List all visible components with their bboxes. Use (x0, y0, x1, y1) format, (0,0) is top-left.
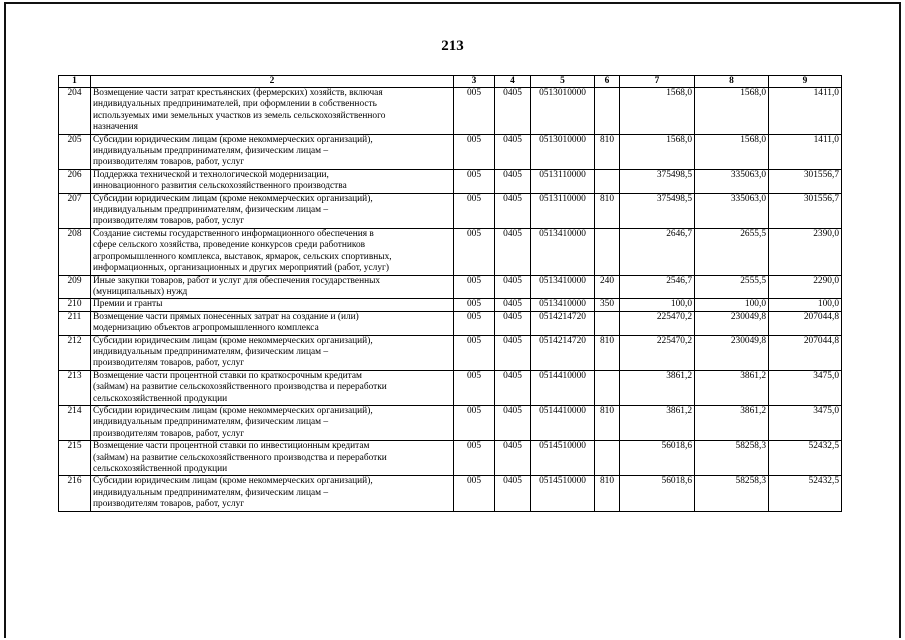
description-line: агропромышленного комплекса, выставок, ярмарок, сельских спортивных, (93, 251, 392, 262)
ministry-code: 005 (454, 275, 495, 299)
header-cell: 9 (769, 76, 842, 88)
expense-type-code (595, 169, 620, 193)
description-line: индивидуальным предпринимателям, физическим лицам – (93, 346, 329, 357)
row-number: 214 (59, 405, 91, 440)
description-line: Субсидии юридическим лицам (кроме некоммерческих организаций), (93, 134, 373, 145)
row-number: 207 (59, 193, 91, 228)
target-article-code: 0513010000 (531, 88, 595, 135)
description-line: индивидуальным предпринимателям, физическим лицам – (93, 205, 329, 216)
description-line: Премии и гранты (93, 299, 163, 310)
row-number: 211 (59, 311, 91, 335)
expense-type-code (595, 88, 620, 135)
table-row (59, 169, 842, 193)
amount-col8: 58258,3 (695, 476, 769, 511)
amount-col7: 56018,6 (620, 476, 695, 511)
amount-col8: 230049,8 (695, 311, 769, 335)
description-line: сельскохозяйственной продукции (93, 393, 228, 404)
target-article-code: 0514510000 (531, 476, 595, 511)
description-line: Поддержка технической и технологической модернизации, (93, 169, 329, 180)
description-line: Создание системы государственного информационного обеспечения в (93, 228, 374, 239)
section-code: 0405 (495, 370, 531, 405)
table-row (59, 193, 842, 228)
description-line: Возмещение части затрат крестьянских (фермерских) хозяйств, включая (93, 88, 383, 98)
target-article-code: 0513410000 (531, 299, 595, 311)
page-number: 213 (441, 38, 464, 54)
amount-col8: 335063,0 (695, 169, 769, 193)
row-description (91, 275, 454, 299)
row-description (91, 441, 454, 476)
amount-col8: 3861,2 (695, 405, 769, 440)
row-description (91, 299, 454, 311)
target-article-code: 0514410000 (531, 370, 595, 405)
description-line: (займам) на развитие сельскохозяйственного производства и переработки (93, 452, 387, 463)
expense-type-code: 810 (595, 335, 620, 370)
description-line: инновационного развития сельскохозяйственного производства (93, 181, 347, 192)
description-line: Иные закупки товаров, работ и услуг для обеспечения государственных (93, 275, 381, 286)
target-article-code: 0513410000 (531, 275, 595, 299)
expense-type-code: 810 (595, 405, 620, 440)
expense-type-code: 240 (595, 275, 620, 299)
amount-col7: 225470,2 (620, 335, 695, 370)
amount-col9: 2390,0 (769, 228, 842, 275)
ministry-code: 005 (454, 88, 495, 135)
amount-col9: 3475,0 (769, 405, 842, 440)
budget-table (58, 75, 842, 512)
section-code: 0405 (495, 169, 531, 193)
ministry-code: 005 (454, 169, 495, 193)
section-code: 0405 (495, 441, 531, 476)
amount-col9: 301556,7 (769, 169, 842, 193)
description-line: Субсидии юридическим лицам (кроме некоммерческих организаций), (93, 193, 373, 204)
ministry-code: 005 (454, 441, 495, 476)
amount-col7: 375498,5 (620, 169, 695, 193)
target-article-code: 0514214720 (531, 335, 595, 370)
amount-col7: 225470,2 (620, 311, 695, 335)
amount-col9: 1411,0 (769, 88, 842, 135)
section-code: 0405 (495, 134, 531, 169)
target-article-code: 0514410000 (531, 405, 595, 440)
description-line: (муниципальных) нужд (93, 286, 188, 297)
row-description (91, 193, 454, 228)
amount-col9: 207044,8 (769, 311, 842, 335)
row-description (91, 88, 454, 135)
description-line: информационных, организационных и других мероприятий (работ, услуг) (93, 263, 389, 274)
section-code: 0405 (495, 335, 531, 370)
row-description (91, 405, 454, 440)
amount-col9: 1411,0 (769, 134, 842, 169)
target-article-code: 0513110000 (531, 193, 595, 228)
description-line: (займам) на развитие сельскохозяйственного производства и переработки (93, 382, 387, 393)
row-number: 215 (59, 441, 91, 476)
section-code: 0405 (495, 193, 531, 228)
section-code: 0405 (495, 311, 531, 335)
expense-type-code (595, 441, 620, 476)
ministry-code: 005 (454, 311, 495, 335)
amount-col8: 1568,0 (695, 88, 769, 135)
row-number: 208 (59, 228, 91, 275)
amount-col7: 100,0 (620, 299, 695, 311)
amount-col8: 3861,2 (695, 370, 769, 405)
row-description (91, 311, 454, 335)
description-line: Субсидии юридическим лицам (кроме некоммерческих организаций), (93, 335, 373, 346)
row-description (91, 476, 454, 511)
amount-col8: 1568,0 (695, 134, 769, 169)
row-description (91, 370, 454, 405)
header-cell: 4 (495, 76, 531, 88)
table-row (59, 311, 842, 335)
description-line: Субсидии юридическим лицам (кроме некоммерческих организаций), (93, 405, 373, 416)
table-row (59, 299, 842, 311)
amount-col9: 2290,0 (769, 275, 842, 299)
amount-col9: 100,0 (769, 299, 842, 311)
section-code: 0405 (495, 405, 531, 440)
description-line: Возмещение части прямых понесенных затрат на создание и (или) (93, 311, 359, 322)
row-number: 216 (59, 476, 91, 511)
expense-type-code: 350 (595, 299, 620, 311)
description-line: Возмещение части процентной ставки по инвестиционным кредитам (93, 441, 370, 452)
section-code: 0405 (495, 476, 531, 511)
target-article-code: 0513010000 (531, 134, 595, 169)
row-description (91, 335, 454, 370)
amount-col8: 230049,8 (695, 335, 769, 370)
description-line: производителям товаров, работ, услуг (93, 157, 245, 168)
expense-type-code: 810 (595, 476, 620, 511)
table-row (59, 441, 842, 476)
header-row (59, 76, 842, 88)
ministry-code: 005 (454, 228, 495, 275)
row-description (91, 228, 454, 275)
target-article-code: 0514510000 (531, 441, 595, 476)
amount-col9: 52432,5 (769, 476, 842, 511)
description-line: индивидуальных предпринимателей, при оформлении в собственность (93, 99, 377, 110)
header-cell: 6 (595, 76, 620, 88)
amount-col7: 56018,6 (620, 441, 695, 476)
description-line: модернизацию объектов агропромышленного комплекса (93, 323, 319, 334)
ministry-code: 005 (454, 299, 495, 311)
description-line: индивидуальным предпринимателям, физическим лицам – (93, 417, 329, 428)
row-number: 213 (59, 370, 91, 405)
section-code: 0405 (495, 299, 531, 311)
table-row (59, 134, 842, 169)
amount-col7: 2546,7 (620, 275, 695, 299)
row-number: 205 (59, 134, 91, 169)
target-article-code: 0513410000 (531, 228, 595, 275)
description-line: используемых ими земельных участков из земель сельскохозяйственного (93, 110, 386, 121)
table-row (59, 476, 842, 511)
amount-col8: 2655,5 (695, 228, 769, 275)
header-cell: 5 (531, 76, 595, 88)
description-line: производителям товаров, работ, услуг (93, 428, 245, 439)
section-code: 0405 (495, 228, 531, 275)
amount-col7: 3861,2 (620, 370, 695, 405)
row-number: 204 (59, 88, 91, 135)
row-number: 206 (59, 169, 91, 193)
ministry-code: 005 (454, 370, 495, 405)
header-cell: 8 (695, 76, 769, 88)
description-line: производителям товаров, работ, услуг (93, 216, 245, 227)
ministry-code: 005 (454, 193, 495, 228)
description-line: производителям товаров, работ, услуг (93, 499, 245, 510)
section-code: 0405 (495, 88, 531, 135)
row-description (91, 169, 454, 193)
amount-col8: 58258,3 (695, 441, 769, 476)
amount-col7: 2646,7 (620, 228, 695, 275)
expense-type-code (595, 370, 620, 405)
amount-col7: 1568,0 (620, 134, 695, 169)
table-row (59, 88, 842, 135)
expense-type-code: 810 (595, 134, 620, 169)
expense-type-code: 810 (595, 193, 620, 228)
ministry-code: 005 (454, 134, 495, 169)
ministry-code: 005 (454, 405, 495, 440)
row-description (91, 134, 454, 169)
expense-type-code (595, 311, 620, 335)
amount-col9: 301556,7 (769, 193, 842, 228)
description-line: Возмещение части процентной ставки по краткосрочным кредитам (93, 370, 362, 381)
description-line: сфере сельского хозяйства, проведение конкурсов среди работников (93, 240, 366, 251)
amount-col7: 375498,5 (620, 193, 695, 228)
table-row (59, 370, 842, 405)
ministry-code: 005 (454, 476, 495, 511)
amount-col8: 2555,5 (695, 275, 769, 299)
header-cell: 2 (91, 76, 454, 88)
description-line: Субсидии юридическим лицам (кроме некоммерческих организаций), (93, 476, 373, 487)
table-body (59, 88, 842, 512)
amount-col9: 52432,5 (769, 441, 842, 476)
table-row (59, 335, 842, 370)
amount-col9: 3475,0 (769, 370, 842, 405)
header-cell: 7 (620, 76, 695, 88)
amount-col8: 335063,0 (695, 193, 769, 228)
header-cell: 3 (454, 76, 495, 88)
description-line: сельскохозяйственной продукции (93, 464, 228, 474)
target-article-code: 0513110000 (531, 169, 595, 193)
section-code: 0405 (495, 275, 531, 299)
description-line: индивидуальным предпринимателям, физическим лицам – (93, 146, 329, 157)
table-row (59, 405, 842, 440)
ministry-code: 005 (454, 335, 495, 370)
amount-col9: 207044,8 (769, 335, 842, 370)
header-cell: 1 (59, 76, 91, 88)
amount-col8: 100,0 (695, 299, 769, 311)
row-number: 210 (59, 299, 91, 311)
amount-col7: 3861,2 (620, 405, 695, 440)
description-line: назначения (93, 122, 138, 133)
expense-type-code (595, 228, 620, 275)
amount-col7: 1568,0 (620, 88, 695, 135)
row-number: 212 (59, 335, 91, 370)
row-number: 209 (59, 275, 91, 299)
target-article-code: 0514214720 (531, 311, 595, 335)
table-row (59, 275, 842, 299)
description-line: индивидуальным предпринимателям, физическим лицам – (93, 487, 329, 498)
description-line: производителям товаров, работ, услуг (93, 358, 245, 369)
table-row (59, 228, 842, 275)
